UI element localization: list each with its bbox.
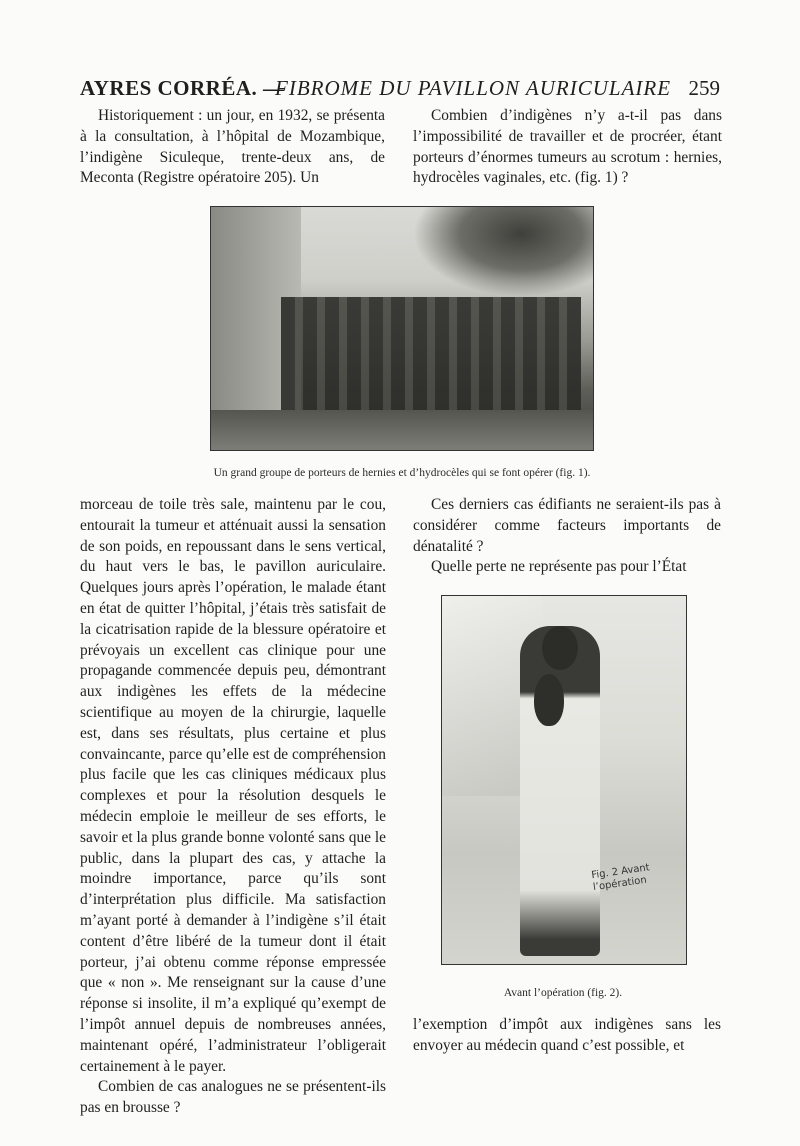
- column-mid-right: [413, 495, 721, 578]
- column-top-left: [80, 106, 385, 189]
- figure-2-caption: Avant l’opération (fig. 2).: [503, 987, 623, 999]
- photo-handwriting: Fig. 2 Avant l’opération: [590, 862, 651, 894]
- paragraph-ces-derniers: Ces derniers cas édifiants ne seraient-ils pas à considérer comme facteurs importants de dénatalité ?: [413, 496, 721, 555]
- paragraph-combien-indigenes: Combien d’indigènes n’y a-t-il pas dans l’impossibilité de travailler et de procréer, étant porteurs d’énormes tumeurs au scrotum : hernies, hydrocèles vaginales, etc. (fig. 1) ?: [413, 107, 722, 187]
- photo-tumor: [534, 674, 564, 726]
- paragraph-quelle-perte: Quelle perte ne représente pas pour l’État: [431, 558, 687, 576]
- photo-head: [542, 626, 578, 670]
- figure-2-photo: [441, 595, 687, 965]
- paragraph-exemption: l’exemption d’impôt aux indigènes sans les envoyer au médecin quand c’est possible, et: [413, 1016, 721, 1054]
- running-header: [80, 76, 720, 104]
- figure-1-caption: Un grand groupe de porteurs de hernies et d’hydrocèles qui se font opérer (fig. 1).: [213, 467, 591, 479]
- header-author: AYRES CORRÉA. —: [80, 76, 285, 100]
- column-top-right: [413, 106, 722, 189]
- paragraph-historique: Historiquement : un jour, en 1932, se présenta à la consultation, à l’hôpital de Mozambique, l’indigène Siculeque, trente-deux ans, de Meconta (Registre opératoire 205). Un: [80, 107, 385, 187]
- column-bottom-right: [413, 1015, 721, 1057]
- photo-person: [520, 626, 600, 956]
- figure-1-photo: [210, 206, 594, 451]
- column-bottom-left: [80, 495, 386, 1119]
- paragraph-morceau-de-toile: morceau de toile très sale, maintenu par le cou, entourait la tumeur et atténuait aussi la sensation de son poids, en repoussant dans le sens vertical, du haut vers le bas, le pavillon auriculaire. Quelques jours après l’opération, le malade étant en état de quitter l’hôpital, j’étais très satisfait de la cicatrisation rapide de la blessure opératoire et prévoyais un excellent cas clinique pour une propagande commencée depuis peu, démontrant aux indigènes les effets de la médecine scientifique au moyen de la chirurgie, laquelle est, dans ses résultats, plus certaine et plus convaincante, parce qu’elle est de compréhension plus facile que les cas cliniques médicaux plus complexes et pour la résolution desquels le médecin emploie le meilleur de ses efforts, le savoir et la plus grande bonne volonté sans que le public, dans la plupart des cas, y attache la moindre importance, parce qu’ils sont d’interprétation plus difficile. Ma satisfaction m’ayant porté à demander à l’indigène s’il était content d’être libéré de la tumeur dont il était porteur, j’ai obtenu comme réponse empressée que « non ». Me renseignant sur la cause d’une réponse si insolite, il m’a expliqué qu’exempt de l’impôt annuel depuis de nombreuses années, maintenant opéré, l’administrateur l’obligerait certainement à le payer.: [80, 496, 386, 1075]
- photo-tree: [413, 207, 593, 297]
- photo-ground: [211, 410, 593, 450]
- page-number: 259: [688, 76, 720, 100]
- paragraph-combien-de-cas: Combien de cas analogues ne se présentent-ils pas en brousse ?: [80, 1078, 386, 1117]
- header-title: FIBROME DU PAVILLON AURICULAIRE: [275, 76, 672, 100]
